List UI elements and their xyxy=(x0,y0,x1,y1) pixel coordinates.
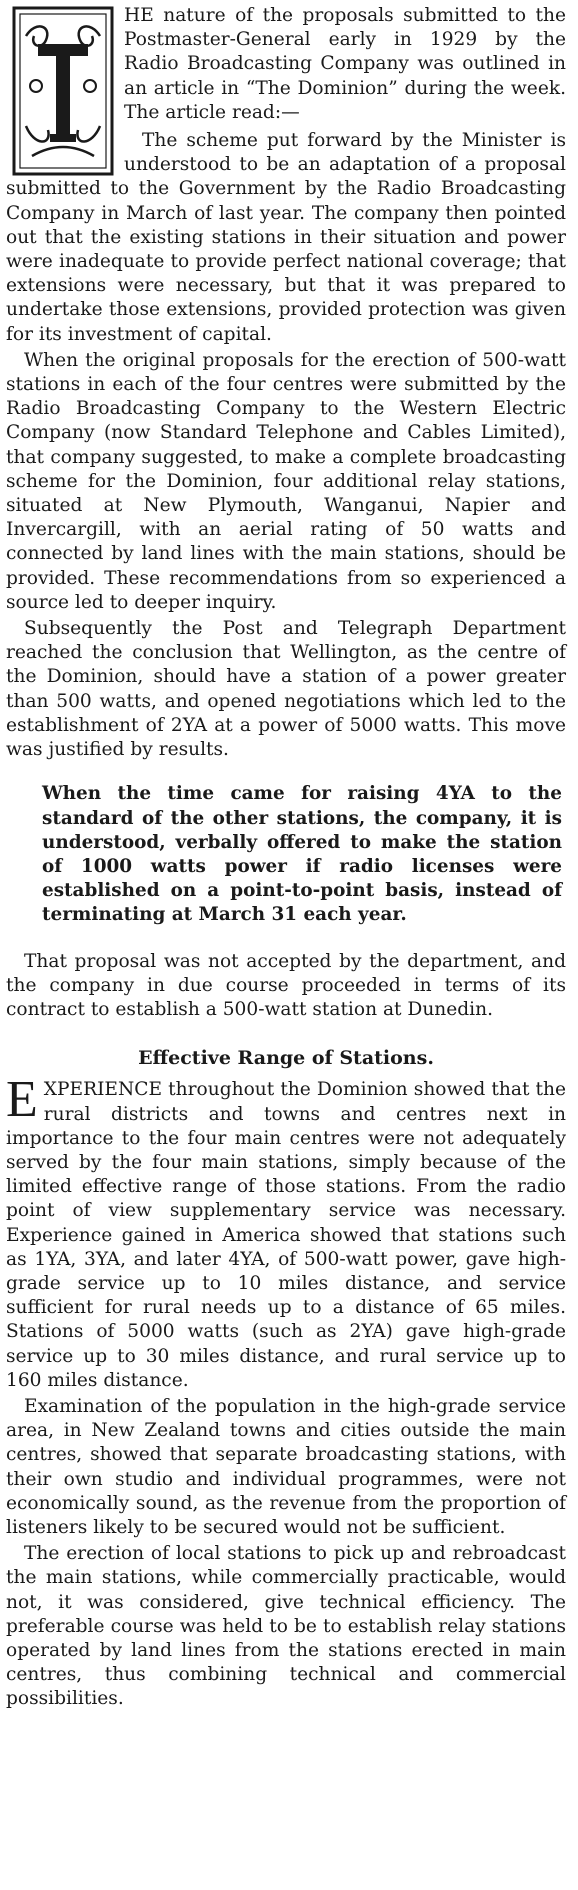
drop-cap-letter: E xyxy=(6,1071,38,1129)
body-paragraph: The erection of local stations to pick up and rebroadcast the main stations, while commercially practicable, would not, it was considered, give technical efficiency. The preferable course was held to be to establish relay stations operated by land lines from the stations erected in main centres, thus combining technical and commercial possibilities. xyxy=(6,1543,566,1710)
ornamental-t-icon xyxy=(12,6,114,176)
intro-paragraph: HE nature of the proposals submitted to the Postmaster-General early in 1929 by the Radio Broadcasting Company was outlined in an article in “The Dominion” during the week. The article read:— xyxy=(124,5,566,123)
body-paragraph: When the original proposals for the erection of 500-watt stations in each of the four centres were submitted by the Radio Broadcasting Company to the Western Electric Company (now Standard Telephone and Cables Limited), that company suggested, to make a complete broadcasting scheme for the Dominion, four additional relay stations, situated at New Plymouth, Wanganui, Napier and Invercargill, with an aerial rating of 50 watts and connected by land lines with the main stations, should be provided. These recommendations from so experienced a source led to deeper inquiry. xyxy=(6,349,566,613)
body-paragraph: Subsequently the Post and Telegraph Department reached the conclusion that Wellington, as the centre of the Dominion, should have a station of a power greater than 500 watts, and opened negotiations which led to the establishment of 2YA at a power of 5000 watts. This move was justified by results. xyxy=(6,618,566,761)
body-paragraph: Examination of the population in the high-grade service area, in New Zealand towns and cities outside the main centres, showed that separate broadcasting stations, with their own studio and individual programmes, were not economically sound, as the revenue from the proportion of listeners likely to be secured would not be sufficient. xyxy=(6,1395,566,1538)
section-first-paragraph xyxy=(6,1071,566,1393)
body-paragraph: That proposal was not accepted by the department, and the company in due course proceeded in terms of its contract to establish a 500-watt station at Dunedin. xyxy=(6,950,566,1020)
pull-quote: When the time came for raising 4YA to the standard of the other stations, the company, it is understood, verbally offered to make the station of 1000 watts power if radio licenses were established on a point-to-point basis, instead of terminating at March 31 each year. xyxy=(42,783,562,926)
ornamental-dropcap xyxy=(12,6,114,176)
article-column xyxy=(6,0,566,1712)
section-first-text: XPERIENCE throughout the Dominion showed that the rural districts and towns and centres next in importance to the four main centres were not adequately served by the four main stations, simply because of the limited effective range of those stations. From the radio point of view supplementary service was necessary. Experience gained in America showed that stations such as 1YA, 3YA, and later 4YA, of 500-watt power, gave high-grade service up to 10 miles distance, and service sufficient for rural needs up to a distance of 65 miles. Stations of 5000 watts (such as 2YA) gave high-grade service up to 30 miles distance, and rural service up to 160 miles distance. xyxy=(6,1079,566,1391)
section-subheading: Effective Range of Stations. xyxy=(138,1047,434,1070)
body-paragraph: The scheme put forward by the Minister is understood to be an adaptation of a proposal submitted to the Government by the Radio Broadcasting Company in March of last year. The company then pointed out that the existing stations in their situation and power were inadequate to provide perfect national coverage; that extensions were necessary, but that it was prepared to undertake those extensions, provided protection was given for its investment of capital. xyxy=(6,130,566,345)
